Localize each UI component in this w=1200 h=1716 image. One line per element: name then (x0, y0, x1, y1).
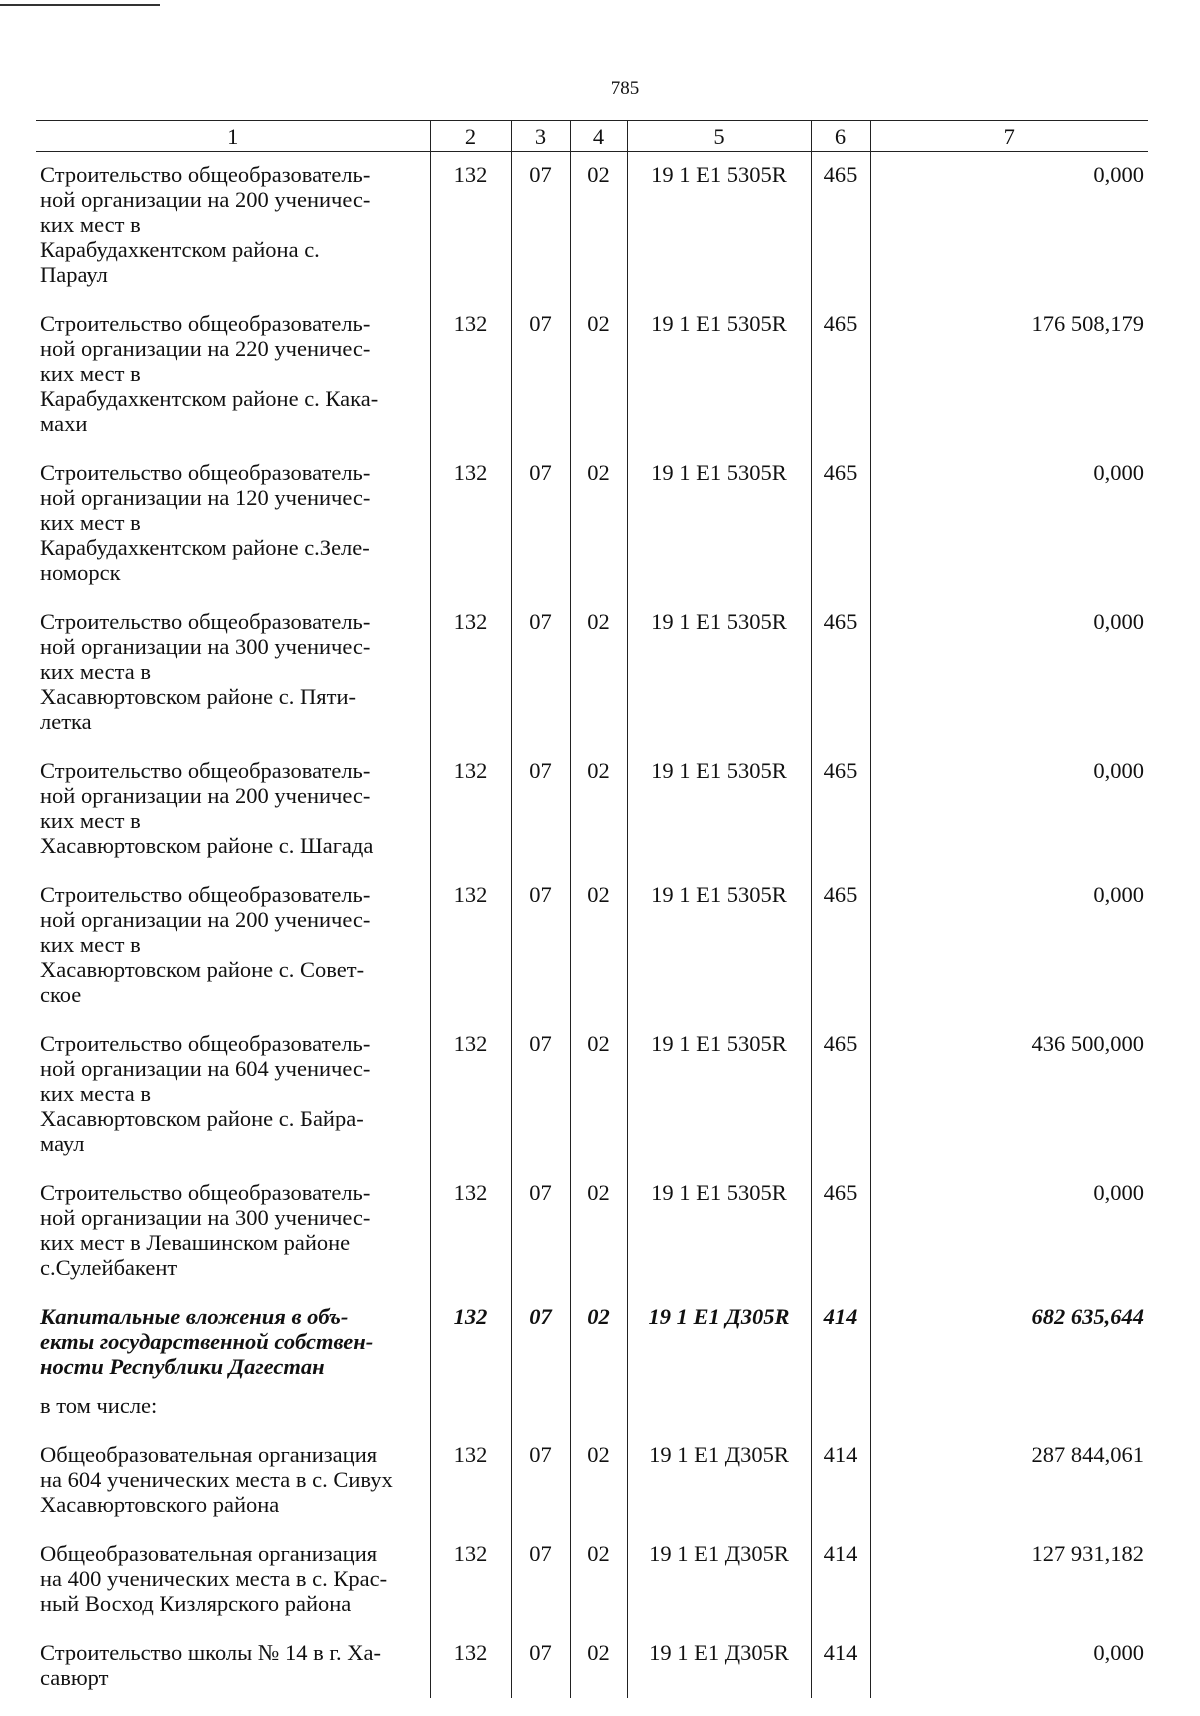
code-cell (627, 1393, 811, 1432)
code-cell: 19 1 E1 Д305R (627, 1432, 811, 1531)
amount-cell: 287 844,061 (870, 1432, 1148, 1531)
column-header: 7 (870, 121, 1148, 152)
code-cell: 132 (430, 450, 511, 599)
code-cell: 19 1 E1 Д305R (627, 1531, 811, 1630)
table-row (36, 872, 1148, 1021)
code-cell: 19 1 E1 5305R (627, 152, 811, 302)
amount-cell: 0,000 (870, 599, 1148, 748)
item-name-cell: Строительство школы № 14 в г. Ха- савюрт (40, 1640, 382, 1690)
code-cell (811, 1393, 870, 1432)
code-cell: 02 (570, 872, 627, 1021)
code-cell: 02 (570, 1630, 627, 1698)
code-cell: 414 (811, 1432, 870, 1531)
code-cell: 19 1 E1 5305R (627, 599, 811, 748)
table-row (36, 1393, 1148, 1432)
code-cell: 465 (811, 599, 870, 748)
table-row (36, 1021, 1148, 1170)
table-row (36, 1630, 1148, 1698)
table-row (36, 450, 1148, 599)
code-cell: 19 1 E1 5305R (627, 748, 811, 872)
code-cell: 465 (811, 1170, 870, 1294)
page-number: 785 (610, 78, 640, 99)
code-cell: 19 1 E1 5305R (627, 450, 811, 599)
item-name-cell: Капитальные вложения в объ- екты государственной собствен- ности Республики Дагестан (40, 1304, 374, 1379)
column-header: 3 (511, 121, 570, 152)
code-cell: 07 (511, 1531, 570, 1630)
code-cell: 07 (511, 1021, 570, 1170)
code-cell: 02 (570, 1294, 627, 1393)
code-cell: 02 (570, 599, 627, 748)
item-name-cell: в том числе: (40, 1393, 158, 1418)
code-cell: 132 (430, 1432, 511, 1531)
code-cell: 02 (570, 1021, 627, 1170)
code-cell: 07 (511, 1630, 570, 1698)
amount-cell: 0,000 (870, 152, 1148, 302)
code-cell: 07 (511, 599, 570, 748)
code-cell: 07 (511, 301, 570, 450)
item-name-cell: Общеобразовательная организация на 400 ученических места в с. Крас- ный Восход Кизлярского района (40, 1541, 388, 1616)
code-cell: 132 (430, 1021, 511, 1170)
code-cell (570, 1393, 627, 1432)
table-body (36, 152, 1148, 1699)
code-cell: 02 (570, 1170, 627, 1294)
amount-cell: 436 500,000 (870, 1021, 1148, 1170)
code-cell: 02 (570, 1531, 627, 1630)
table-row (36, 1531, 1148, 1630)
amount-cell: 0,000 (870, 1630, 1148, 1698)
code-cell: 02 (570, 301, 627, 450)
amount-cell: 682 635,644 (870, 1294, 1148, 1393)
column-header: 6 (811, 121, 870, 152)
code-cell: 19 1 E1 Д305R (627, 1294, 811, 1393)
code-cell: 132 (430, 1170, 511, 1294)
item-name-cell: Строительство общеобразователь- ной организации на 604 ученичес- ких места в Хасавюртовском районе с. Байра- маул (40, 1031, 371, 1156)
table-row (36, 748, 1148, 872)
code-cell: 132 (430, 1294, 511, 1393)
item-name-cell: Строительство общеобразователь- ной организации на 200 ученичес- ких мест в Карабудахкентском района с. Параул (40, 162, 371, 287)
code-cell: 465 (811, 1021, 870, 1170)
code-cell: 02 (570, 450, 627, 599)
code-cell: 07 (511, 872, 570, 1021)
code-cell: 414 (811, 1630, 870, 1698)
code-cell: 132 (430, 872, 511, 1021)
code-cell: 132 (430, 748, 511, 872)
amount-cell: 127 931,182 (870, 1531, 1148, 1630)
table-row (36, 301, 1148, 450)
code-cell: 132 (430, 1531, 511, 1630)
code-cell: 02 (570, 748, 627, 872)
amount-cell: 0,000 (870, 1170, 1148, 1294)
item-name-cell: Строительство общеобразователь- ной организации на 220 ученичес- ких мест в Карабудахкентском районе с. Кака- махи (40, 311, 379, 436)
code-cell: 465 (811, 872, 870, 1021)
code-cell: 02 (570, 1432, 627, 1531)
table-row (36, 1170, 1148, 1294)
amount-cell (870, 1393, 1148, 1432)
code-cell: 07 (511, 152, 570, 302)
column-header: 5 (627, 121, 811, 152)
column-header: 2 (430, 121, 511, 152)
code-cell: 19 1 E1 Д305R (627, 1630, 811, 1698)
code-cell: 07 (511, 1432, 570, 1531)
amount-cell: 0,000 (870, 872, 1148, 1021)
amount-cell: 176 508,179 (870, 301, 1148, 450)
code-cell: 19 1 E1 5305R (627, 301, 811, 450)
code-cell: 07 (511, 748, 570, 872)
code-cell: 465 (811, 748, 870, 872)
code-cell: 07 (511, 1170, 570, 1294)
code-cell: 132 (430, 599, 511, 748)
table-row (36, 599, 1148, 748)
code-cell: 07 (511, 450, 570, 599)
code-cell: 132 (430, 152, 511, 302)
column-header: 4 (570, 121, 627, 152)
code-cell: 414 (811, 1294, 870, 1393)
code-cell (430, 1393, 511, 1432)
item-name-cell: Строительство общеобразователь- ной организации на 200 ученичес- ких мест в Хасавюртовском районе с. Совет- ское (40, 882, 371, 1007)
table-row (36, 1432, 1148, 1531)
table-row (36, 152, 1148, 302)
header-row (36, 121, 1148, 152)
item-name-cell: Общеобразовательная организация на 604 ученических места в с. Сивух Хасавюртовского района (40, 1442, 393, 1517)
scan-edge-line (0, 4, 160, 6)
budget-table (36, 120, 1148, 1698)
code-cell: 132 (430, 301, 511, 450)
code-cell: 414 (811, 1531, 870, 1630)
code-cell (511, 1393, 570, 1432)
code-cell: 19 1 E1 5305R (627, 1170, 811, 1294)
amount-cell: 0,000 (870, 748, 1148, 872)
code-cell: 07 (511, 1294, 570, 1393)
amount-cell: 0,000 (870, 450, 1148, 599)
code-cell: 465 (811, 152, 870, 302)
item-name-cell: Строительство общеобразователь- ной организации на 300 ученичес- ких места в Хасавюртовском районе с. Пяти- летка (40, 609, 371, 734)
item-name-cell: Строительство общеобразователь- ной организации на 300 ученичес- ких мест в Левашинском районе с.Сулейбакент (40, 1180, 371, 1280)
code-cell: 19 1 E1 5305R (627, 872, 811, 1021)
code-cell: 132 (430, 1630, 511, 1698)
table-row (36, 1294, 1148, 1393)
item-name-cell: Строительство общеобразователь- ной организации на 200 ученичес- ких мест в Хасавюртовском районе с. Шагада (40, 758, 374, 858)
code-cell: 465 (811, 450, 870, 599)
item-name-cell: Строительство общеобразователь- ной организации на 120 ученичес- ких мест в Карабудахкентском районе с.Зеле- номорск (40, 460, 371, 585)
column-header: 1 (36, 121, 430, 152)
code-cell: 465 (811, 301, 870, 450)
code-cell: 19 1 E1 5305R (627, 1021, 811, 1170)
code-cell: 02 (570, 152, 627, 302)
